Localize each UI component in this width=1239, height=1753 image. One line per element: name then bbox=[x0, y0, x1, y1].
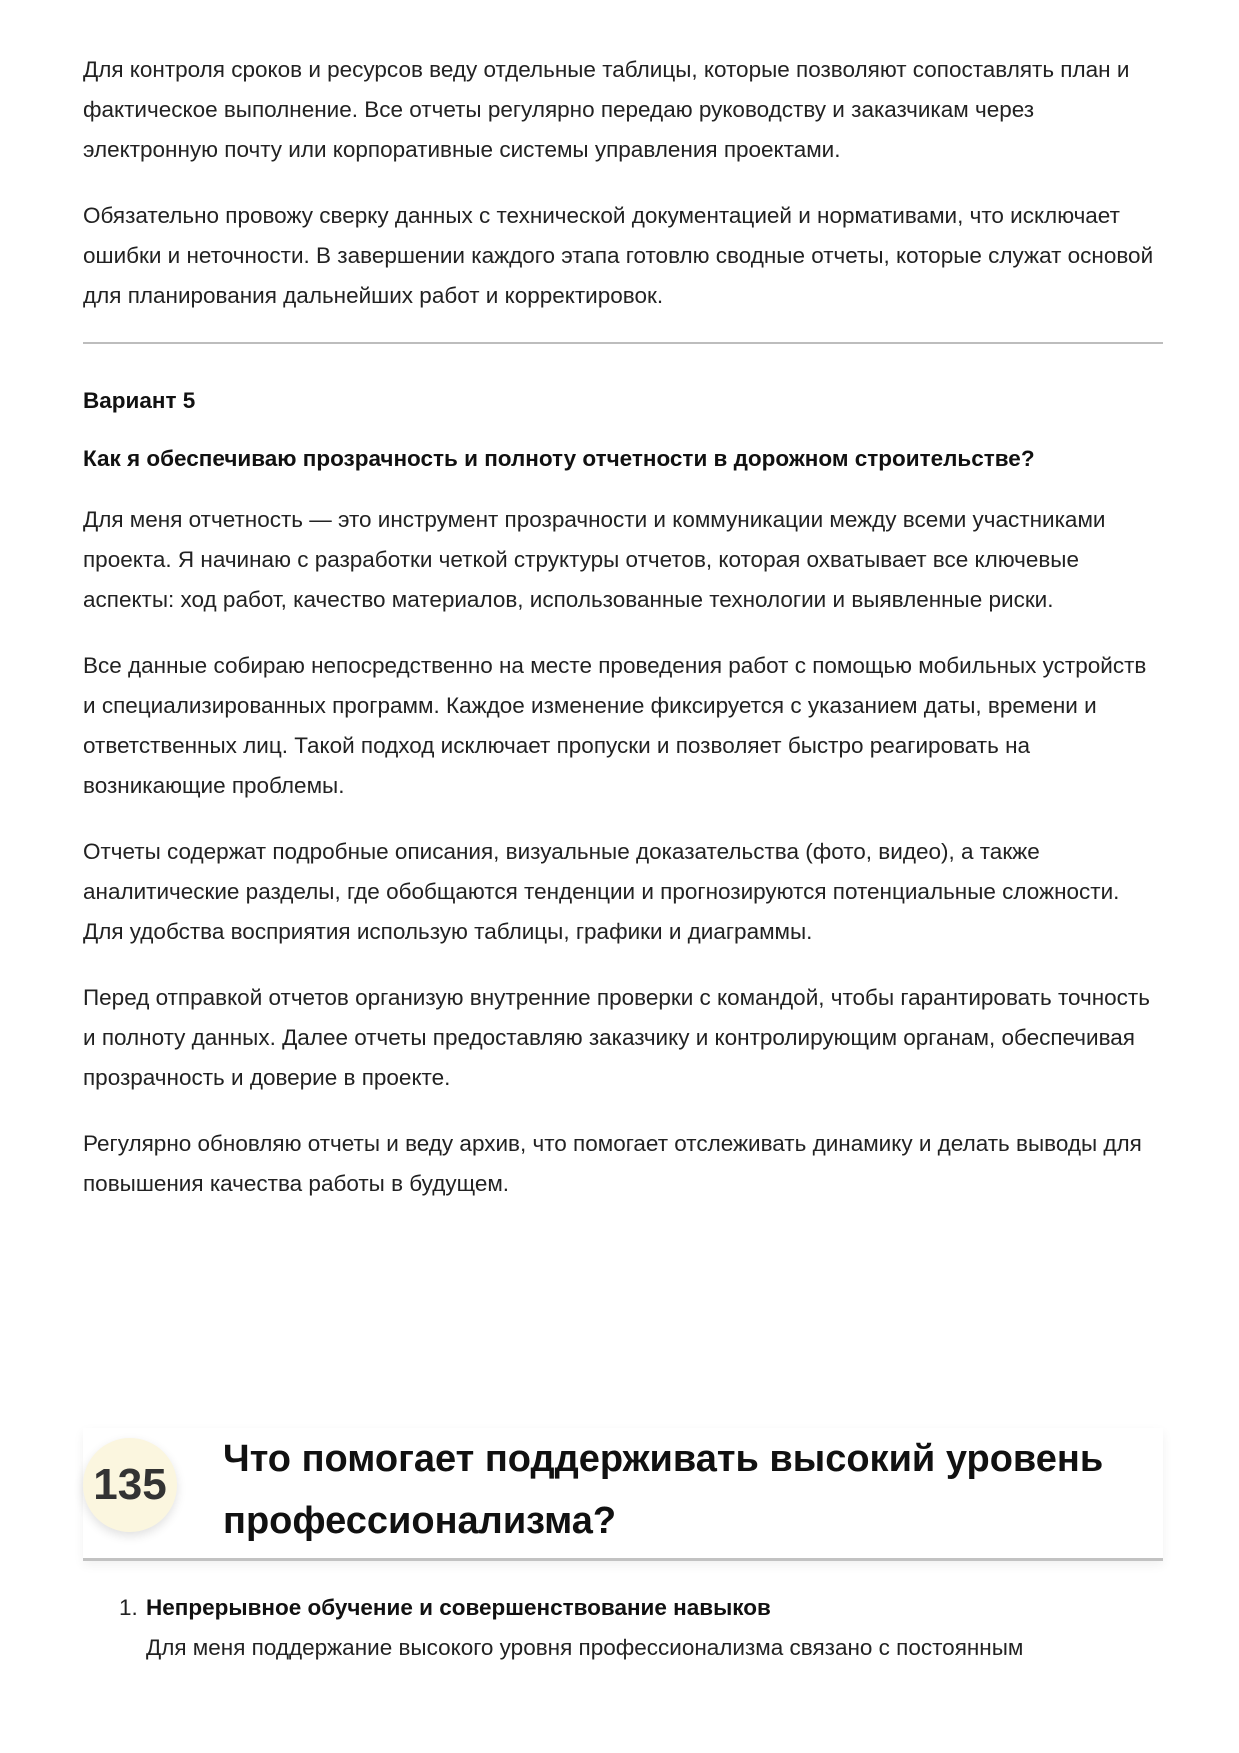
answer-list bbox=[83, 1588, 1163, 1668]
list-item-text: Для меня поддержание высокого уровня профессионализма связано с постоянным bbox=[146, 1635, 1024, 1660]
variant-paragraph-5: Регулярно обновляю отчеты и веду архив, что помогает отслеживать динамику и делать выводы для повышения качества работы в будущем. bbox=[83, 1131, 1142, 1196]
variant-paragraph-2: Все данные собираю непосредственно на месте проведения работ с помощью мобильных устройств и специализированных программ. Каждое изменение фиксируется с указанием даты, времени и ответственных лиц. Такой подход исключает пропуски и позволяет быстро реагировать на возникающие проблемы. bbox=[83, 653, 1147, 798]
list-item bbox=[83, 1588, 1163, 1668]
list-item-title: Непрерывное обучение и совершенствование навыков bbox=[146, 1595, 771, 1620]
variant-paragraph-1: Для меня отчетность — это инструмент прозрачности и коммуникации между всеми участниками проекта. Я начинаю с разработки четкой структуры отчетов, которая охватывает все ключевые аспекты: ход работ, качество материалов, использованные технологии и выявленные риски. bbox=[83, 507, 1106, 612]
list-item-number: 1. bbox=[119, 1595, 138, 1620]
question-number-badge: 135 bbox=[83, 1438, 177, 1532]
section-divider bbox=[83, 342, 1163, 344]
question-header bbox=[83, 1428, 1163, 1561]
question-title: Что помогает поддерживать высокий уровень профессионализма? bbox=[223, 1438, 1104, 1542]
variant-paragraph-4: Перед отправкой отчетов организую внутренние проверки с командой, чтобы гарантировать точность и полноту данных. Далее отчеты предоставляю заказчику и контролирующим органам, обеспечивая прозрачность и доверие в проекте. bbox=[83, 985, 1150, 1090]
intro-paragraph-2: Обязательно провожу сверку данных с технической документацией и нормативами, что исключает ошибки и неточности. В завершении каждого этапа готовлю сводные отчеты, которые служат основой для планирования дальнейших работ и корректировок. bbox=[83, 203, 1154, 308]
variant-label: Вариант 5 bbox=[83, 388, 196, 413]
intro-paragraph-1: Для контроля сроков и ресурсов веду отдельные таблицы, которые позволяют сопоставлять план и фактическое выполнение. Все отчеты регулярно передаю руководству и заказчикам через электронную почту или корпоративные системы управления проектами. bbox=[83, 57, 1130, 162]
variant-question: Как я обеспечиваю прозрачность и полноту отчетности в дорожном строительстве? bbox=[83, 446, 1035, 471]
document-body bbox=[83, 50, 1163, 1230]
variant-paragraph-3: Отчеты содержат подробные описания, визуальные доказательства (фото, видео), а также аналитические разделы, где обобщаются тенденции и прогнозируются потенциальные сложности. Для удобства восприятия использую таблицы, графики и диаграммы. bbox=[83, 839, 1120, 944]
